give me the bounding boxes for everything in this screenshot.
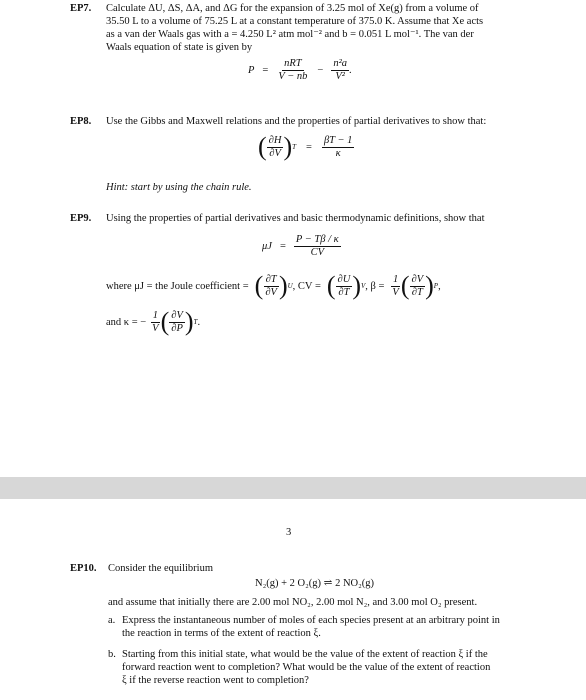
ep9-beta-den: V	[392, 286, 399, 298]
ep9-main-equation	[262, 234, 341, 259]
ep8-equation	[258, 134, 354, 160]
ep8-lhs-sub: T	[292, 143, 297, 151]
ep10-b-line-3: ξ if the reverse reaction went to completion?	[122, 675, 309, 686]
ep9-d4	[169, 310, 185, 335]
ep9-d2-num: ∂U	[337, 273, 351, 285]
paren-open: (	[400, 271, 410, 300]
eq-end: .	[348, 65, 352, 76]
ep10-b-label: b.	[108, 649, 116, 660]
ep9-d1-num: ∂T	[265, 273, 277, 285]
ep8-lhs	[267, 135, 284, 160]
paren-open: (	[160, 307, 170, 336]
ep7-line-2: 35.50 L to a volume of 75.25 L at a constant temperature of 375.0 K. Assume that Xe acts	[106, 16, 484, 27]
ep7-label: EP7.	[70, 3, 92, 14]
ep8-rhs-num: βT − 1	[323, 134, 353, 146]
paren-close: )	[425, 271, 434, 300]
ep9-d2-den: ∂T	[338, 286, 350, 298]
ep9-d2	[336, 274, 353, 299]
ep9-d4-sub: T	[193, 318, 198, 326]
ep9-den: CV	[310, 247, 324, 258]
ep9-d4-num: ∂V	[171, 309, 183, 321]
eq-fraction-2	[331, 58, 349, 83]
ep9-kappa-def	[106, 309, 200, 335]
ep10-initial: and assume that initially there are 2.00 mol NO₂, 2.00 mol N₂, and 3.00 mol O₂ present.	[108, 597, 478, 608]
ep9-label: EP9.	[70, 213, 92, 224]
ep9-fraction	[294, 234, 341, 259]
ep9-equals: =	[279, 241, 286, 252]
ep8-hint: Hint: start by using the chain rule.	[106, 182, 252, 193]
ep8-lhs-den: ∂V	[269, 147, 281, 159]
ep9-num: P − Tβ / κ	[295, 234, 339, 245]
ep8-equals: =	[306, 141, 312, 153]
ep8-rhs-den: κ	[335, 147, 341, 159]
ep9-k-num: 1	[152, 309, 158, 321]
ep9-d3	[410, 274, 426, 299]
ep9-text: Using the properties of partial derivatives and basic thermodynamic definitions, show that	[106, 213, 485, 224]
paren-open: (	[326, 271, 336, 300]
eq-den-2: V²	[335, 71, 345, 82]
paren-close: )	[352, 271, 361, 300]
paren-close: )	[283, 132, 293, 161]
ep10-reaction: N₂(g) + 2 O₂(g) ⇌ 2 NO₂(g)	[255, 578, 375, 589]
paren-close: )	[184, 307, 194, 336]
ep9-d2-sub: V	[361, 282, 366, 290]
eq-num-1: nRT	[284, 58, 302, 69]
ep9-cv-text: , CV =	[292, 280, 321, 292]
ep9-where-text: where μJ = the Joule coefficient =	[106, 280, 249, 292]
ep9-comma: ,	[438, 280, 441, 292]
eq-fraction-1	[276, 58, 309, 83]
page-break-divider	[0, 477, 586, 499]
eq-num-2: n²a	[333, 58, 347, 69]
ep9-d4-den: ∂P	[171, 322, 183, 334]
ep10-text: Consider the equilibrium	[108, 563, 213, 574]
ep9-definitions	[106, 273, 441, 299]
ep9-beta-text: , β =	[365, 280, 385, 292]
ep9-d3-sub: P	[433, 282, 439, 290]
ep9-d3-num: ∂V	[411, 273, 424, 285]
ep10-a-label: a.	[108, 615, 116, 626]
ep8-rhs	[322, 135, 354, 160]
ep8-lhs-num: ∂H	[268, 134, 282, 146]
ep9-d3-den: ∂T	[411, 286, 423, 298]
van-der-waals-equation	[248, 58, 352, 83]
ep10-label: EP10.	[70, 563, 97, 574]
ep10-b-line-2: forward reaction went to completion? What would be the value of the extent of reaction	[122, 662, 491, 673]
ep9-and-text: and κ = −	[106, 316, 147, 328]
ep7-line-1: Calculate ΔU, ΔS, ΔA, and ΔG for the expansion of 3.25 mol of Xe(g) from a volume of	[106, 3, 479, 14]
paren-open: (	[258, 132, 267, 161]
ep9-k-den: V	[152, 322, 159, 334]
ep9-beta-num: 1	[393, 273, 399, 285]
ep9-d1	[263, 274, 279, 299]
ep10-a-line-1: Express the instantaneous number of moles of each species present at an arbitrary point in	[122, 615, 500, 626]
ep10-b-line-1: Starting from this initial state, what would be the value of the extent of reaction ξ if the	[122, 649, 488, 660]
paren-open: (	[254, 271, 264, 300]
eq-den-1: V − nb	[278, 71, 308, 82]
ep7-line-3: as a van der Waals gas with a = 4.250 L² atm mol⁻² and b = 0.051 L mol⁻¹. The van der	[106, 29, 474, 40]
ep8-label: EP8.	[70, 116, 92, 127]
ep9-mu: μJ	[262, 241, 272, 252]
paren-close: )	[278, 271, 288, 300]
ep8-text: Use the Gibbs and Maxwell relations and the properties of partial derivatives to show that:	[106, 116, 487, 127]
eq-minus: −	[317, 65, 324, 76]
eq-equals: =	[262, 65, 269, 76]
ep9-k-frac	[150, 310, 160, 335]
page-number: 3	[286, 527, 292, 538]
ep9-beta-frac	[390, 274, 400, 299]
ep9-period: .	[197, 316, 201, 328]
ep9-d1-sub: U	[287, 282, 293, 290]
ep9-d1-den: ∂V	[265, 286, 277, 298]
ep7-line-4: Waals equation of state is given by	[106, 42, 253, 53]
eq-p: P	[248, 65, 255, 76]
ep10-a-line-2: the reaction in terms of the extent of reaction ξ.	[122, 628, 321, 639]
